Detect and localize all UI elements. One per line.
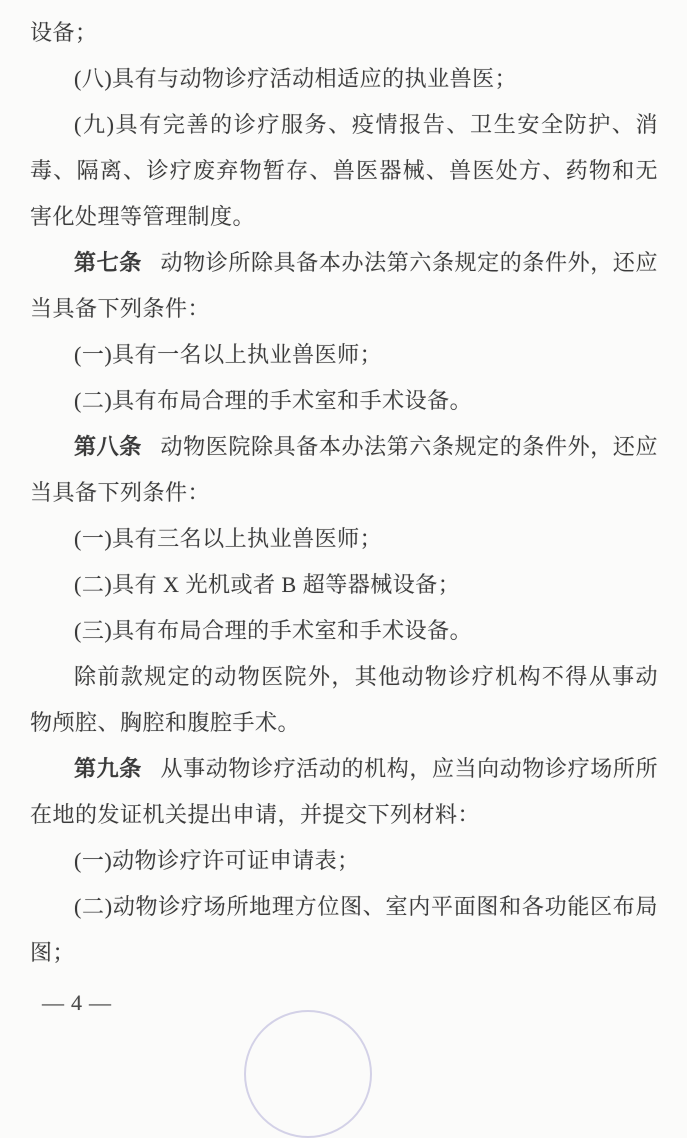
page-number: 4 <box>71 990 83 1015</box>
paragraph-text: (一)具有一名以上执业兽医师； <box>74 342 383 367</box>
paragraph-text: (一)动物诊疗许可证申请表； <box>74 848 360 873</box>
paragraph <box>30 884 658 976</box>
footer-right-dash: — <box>89 990 112 1015</box>
paragraph-text: 动物诊所除具备本办法第六条规定的条件外，还应当具备下列条件： <box>30 250 658 321</box>
paragraph <box>30 378 658 424</box>
paragraph <box>30 746 658 838</box>
paragraph-text: (九)具有完善的诊疗服务、疫情报告、卫生安全防护、消毒、隔离、诊疗废弃物暂存、兽医器械、兽医处方、药物和无害化处理等管理制度。 <box>30 112 658 229</box>
paragraph <box>30 56 658 102</box>
paragraph <box>30 240 658 332</box>
paragraph-text: 从事动物诊疗活动的机构，应当向动物诊疗场所所在地的发证机关提出申请，并提交下列材料： <box>30 756 658 827</box>
paragraph-text: 动物医院除具备本办法第六条规定的条件外，还应当具备下列条件： <box>30 434 658 505</box>
paragraph <box>30 10 658 56</box>
page-footer <box>30 988 658 1018</box>
paragraph <box>30 332 658 378</box>
paragraph-text: (二)具有布局合理的手术室和手术设备。 <box>74 388 473 413</box>
paragraph-text: (一)具有三名以上执业兽医师； <box>74 526 383 551</box>
document-body <box>30 10 658 976</box>
paragraph <box>30 424 658 516</box>
article-number: 第八条 <box>74 434 142 459</box>
article-number: 第七条 <box>74 250 142 275</box>
paragraph-text: 除前款规定的动物医院外，其他动物诊疗机构不得从事动物颅腔、胸腔和腹腔手术。 <box>30 664 658 735</box>
paragraph-text: 设备； <box>30 20 98 45</box>
paragraph <box>30 838 658 884</box>
paragraph <box>30 102 658 240</box>
paragraph-text: (三)具有布局合理的手术室和手术设备。 <box>74 618 473 643</box>
seal-watermark-arc <box>244 1010 372 1138</box>
paragraph <box>30 654 658 746</box>
article-number: 第九条 <box>74 756 142 781</box>
footer-left-dash: — <box>42 990 65 1015</box>
paragraph-text: (八)具有与动物诊疗活动相适应的执业兽医； <box>74 66 518 91</box>
paragraph <box>30 608 658 654</box>
paragraph-text: (二)动物诊疗场所地理方位图、室内平面图和各功能区布局图； <box>30 894 658 965</box>
paragraph-text: (二)具有 X 光机或者 B 超等器械设备； <box>74 572 461 597</box>
paragraph <box>30 516 658 562</box>
paragraph <box>30 562 658 608</box>
